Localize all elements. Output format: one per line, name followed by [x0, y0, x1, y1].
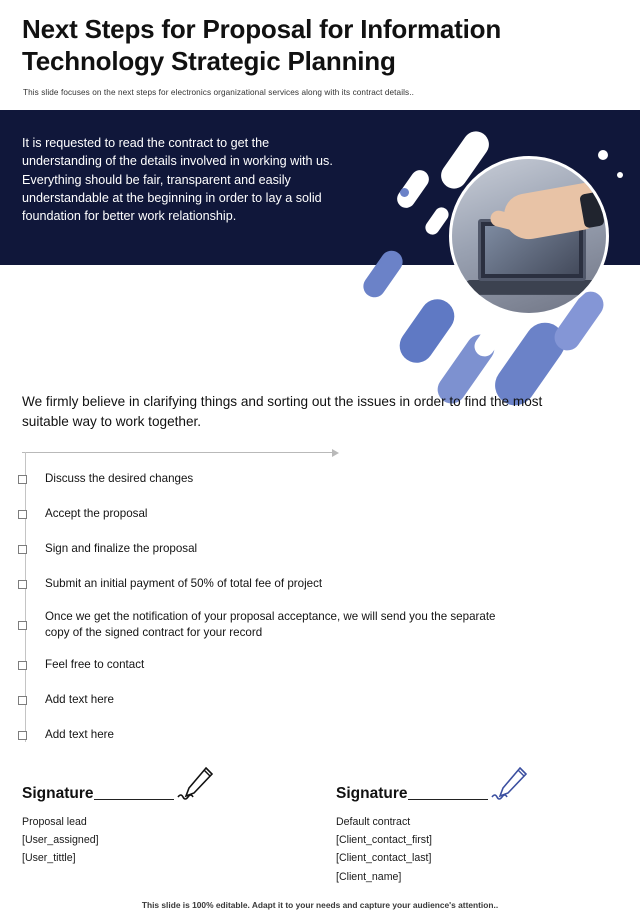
- checkbox-icon[interactable]: [18, 696, 27, 705]
- checkbox-icon[interactable]: [18, 661, 27, 670]
- signature-detail-line: [Client_name]: [336, 870, 402, 883]
- list-item-label: Discuss the desired changes: [45, 472, 194, 486]
- signature-block-left: [22, 766, 272, 868]
- list-item-label: Add text here: [45, 693, 114, 707]
- list-item[interactable]: [18, 462, 598, 497]
- list-item[interactable]: [18, 718, 598, 753]
- list-item[interactable]: [18, 648, 598, 683]
- signature-detail-line: [User_tittle]: [22, 852, 76, 865]
- checkbox-icon[interactable]: [18, 510, 27, 519]
- list-item-label: Submit an initial payment of 50% of total fee of project: [45, 577, 323, 591]
- signature-detail-line: [Client_contact_last]: [336, 852, 432, 865]
- signature-heading-row: [22, 766, 272, 803]
- page-subtitle: This slide focuses on the next steps for electronics organizational services along with its contract details..: [23, 88, 414, 97]
- list-item-label: Sign and finalize the proposal: [45, 542, 198, 556]
- list-item[interactable]: [18, 567, 598, 602]
- laptop-base-shape: [460, 280, 604, 295]
- signature-detail-line: [User_assigned]: [22, 834, 99, 847]
- signature-detail-line: Proposal lead: [22, 816, 87, 828]
- signature-block-right: [336, 766, 586, 886]
- signature-label: Signature: [22, 785, 94, 802]
- list-item[interactable]: [18, 497, 598, 532]
- list-item[interactable]: [18, 683, 598, 718]
- list-item-label: Feel free to contact: [45, 658, 145, 672]
- pen-icon: [176, 766, 216, 807]
- checkbox-icon[interactable]: [18, 580, 27, 589]
- checkbox-icon[interactable]: [18, 621, 27, 630]
- hero-photo: [449, 156, 609, 316]
- checkbox-icon[interactable]: [18, 731, 27, 740]
- signature-details-left: [22, 813, 272, 868]
- checklist: [18, 462, 598, 753]
- signature-details-right: [336, 813, 586, 886]
- decorative-shape-blue-2: [393, 293, 461, 370]
- timeline-arrow-icon: [22, 449, 342, 457]
- checkbox-icon[interactable]: [18, 545, 27, 554]
- decorative-dot-white-2: [617, 172, 623, 178]
- list-item-label: Once we get the notification of your proposal acceptance, we will send you the separate copy of the signed contract for your record: [45, 609, 496, 639]
- signature-line[interactable]: [94, 799, 174, 800]
- list-item[interactable]: [18, 532, 598, 567]
- signature-label: Signature: [336, 785, 408, 802]
- lead-paragraph: We firmly believe in clarifying things and sorting out the issues in order to find the most suitable way to work together.: [22, 394, 543, 429]
- signature-detail-line: [Client_contact_first]: [336, 834, 432, 847]
- footer-note: This slide is 100% editable. Adapt it to your needs and capture your audience's attention..: [141, 900, 499, 910]
- signature-detail-line: Default contract: [336, 816, 411, 828]
- banner-text: It is requested to read the contract to get the understanding of the details involved in working with us. Everything should be fair, transparent and easily understandable at the beginning in order to lay a solid foundation for better work relationship.: [22, 136, 333, 223]
- checkbox-icon[interactable]: [18, 475, 27, 484]
- list-item-label: Accept the proposal: [45, 507, 148, 521]
- pen-icon: [490, 766, 530, 807]
- signature-line[interactable]: [408, 799, 488, 800]
- page-title: Next Steps for Proposal for Information Technology Strategic Planning: [22, 14, 502, 76]
- list-item-label: Add text here: [45, 728, 114, 742]
- decorative-dot-blue-1: [400, 188, 409, 197]
- list-item[interactable]: [18, 602, 598, 648]
- signature-heading-row: [336, 766, 586, 803]
